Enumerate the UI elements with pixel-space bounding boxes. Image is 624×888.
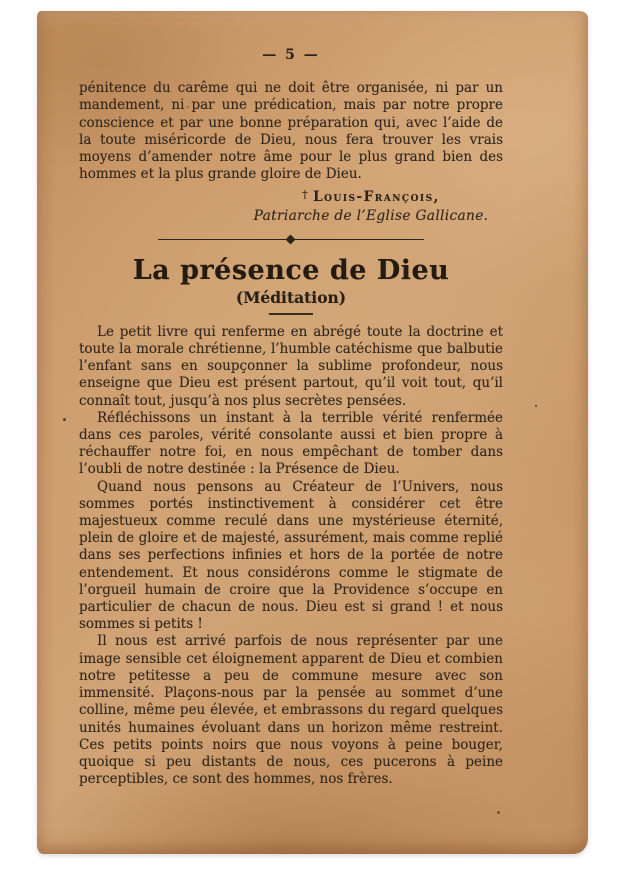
article-paragraph-4: Il nous est arrivé parfois de nous représenter par une image sensible cet éloignement apparent de Dieu et combien notre petitesse a peu de commune mesure avec son immensité. Plaçons-nous par la pensée au sommet d’une colline, même peu élevée, et embrassons du regard quelques unités humaines évoluant dans un horizon même restreint. Ces petits points noirs que nous voyons à peine bouger, quoique si peu distants de nous, ces pucerons à peine perceptibles, ce sont des hommes, nos frères.: [79, 633, 503, 788]
signature-block: [245, 186, 497, 224]
subtitle-rule: [269, 313, 313, 315]
intro-paragraph: pénitence du carême qui ne doit être organisée, ni par un mandement, ni par une prédication, mais par notre propre conscience et par une bonne préparation qui, avec l’aide de la toute miséricorde de Dieu, nous fera trouver les vrais moyens d’amender notre âme pour le plus grand bien des hommes et la plus grande gloire de Dieu.: [79, 80, 503, 183]
paper-speck: [63, 418, 66, 421]
article-paragraph-2: Réfléchissons un instant à la terrible vérité renfermée dans ces paroles, vérité consolante aussi et bien propre à réchauffer notre foi, en nous empêchant de tomber dans l’oubli de notre destinée : la Présence de Dieu.: [79, 409, 503, 478]
page-number: — 5 —: [262, 47, 320, 63]
document-page: [37, 11, 588, 854]
signature-name-text: Louis-François,: [313, 189, 440, 206]
cross-icon: †: [302, 188, 310, 202]
signature-role: Patriarche de l’Eglise Gallicane.: [253, 207, 489, 224]
diamond-icon: [286, 234, 296, 244]
article-paragraph-3: Quand nous pensons au Créateur de l’Univers, nous sommes portés instinctivement à considérer cet être majestueux comme reculé dans une mystérieuse éternité, plein de gloire et de majesté, assurément, mais comme replié dans ses perfections infinies et hors de la portée de notre entendement. Et nous considérons comme le stigmate de l’orgueil humain de croire que la Providence s’occupe en particulier de chacun de nous. Dieu est si grand ! et nous sommes si petits !: [79, 478, 503, 633]
article-subtitle: (Méditation): [235, 287, 347, 307]
signature-name: [245, 186, 497, 206]
article-title: La présence de Dieu: [132, 254, 450, 286]
article-paragraph-1: Le petit livre qui renferme en abrégé toute la doctrine et toute la morale chrétienne, l’humble catéchisme que balbutie l’enfant sans en soupçonner la sublime profondeur, nous enseigne que Dieu est présent partout, qu’il voit tout, qu’il connaît tout, jusqu’à nos plus secrètes pensées.: [79, 323, 503, 409]
paper-speck: [535, 405, 537, 407]
page-content: [79, 47, 503, 788]
section-divider: [158, 235, 424, 244]
paper-speck: [497, 811, 500, 814]
article-body: [79, 324, 503, 788]
